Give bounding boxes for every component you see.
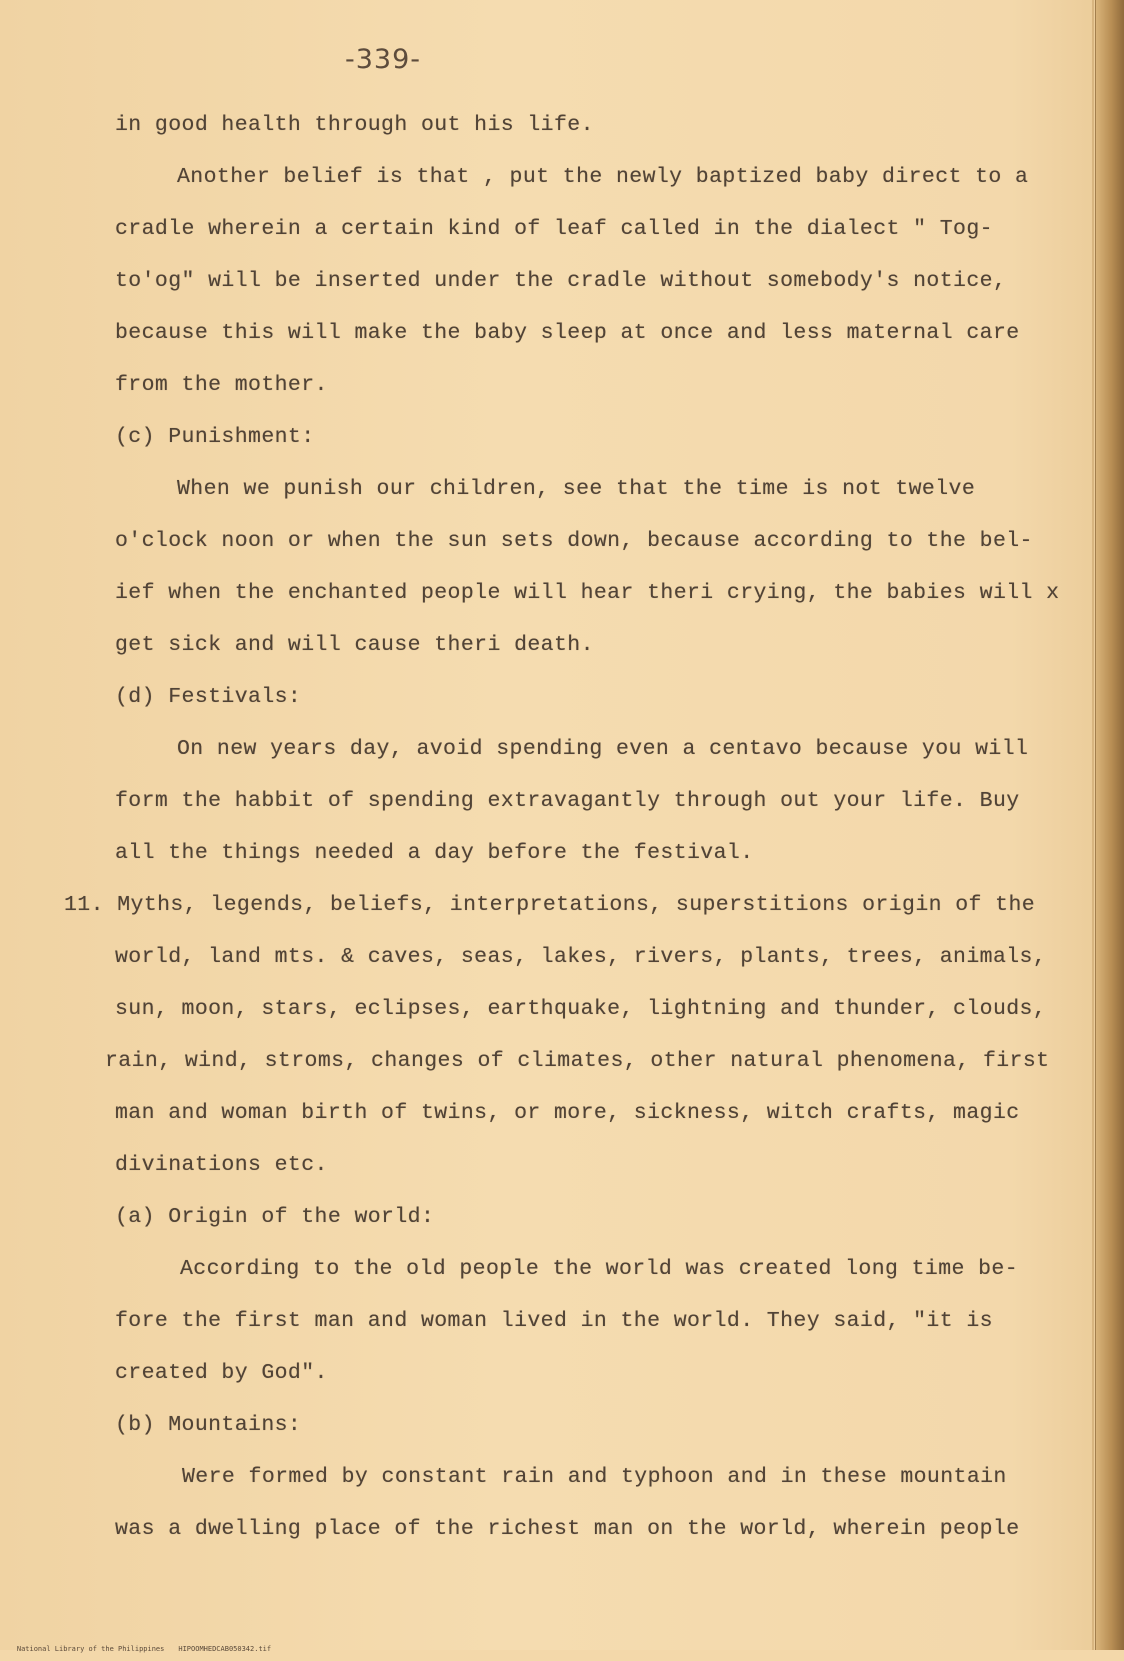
text-line: fore the first man and woman lived in the world. They said, "it is — [115, 1309, 993, 1333]
text-line: from the mother. — [115, 373, 328, 397]
text-line: rain, wind, stroms, changes of climates, other natural phenomena, first — [105, 1049, 1050, 1073]
text-line: When we punish our children, see that the time is not twelve — [177, 477, 976, 501]
text-line: According to the old people the world was created long time be- — [180, 1257, 1019, 1281]
text-line: man and woman birth of twins, or more, sickness, witch crafts, magic — [115, 1101, 1020, 1125]
numbered-item: 11. Myths, legends, beliefs, interpretations, superstitions origin of the — [64, 893, 1036, 917]
section-heading: (b) Mountains: — [115, 1413, 302, 1437]
text-line: On new years day, avoid spending even a centavo because you will — [177, 737, 1029, 761]
text-line: cradle wherein a certain kind of leaf called in the dialect " Tog- — [115, 217, 993, 241]
text-line: o'clock noon or when the sun sets down, because according to the bel- — [115, 529, 1033, 553]
text-line: Were formed by constant rain and typhoon and in these mountain — [182, 1465, 1007, 1489]
text-line: all the things needed a day before the festival. — [115, 841, 754, 865]
text-line: was a dwelling place of the richest man on the world, wherein people — [115, 1517, 1020, 1541]
text-line: Another belief is that , put the newly baptized baby direct to a — [177, 165, 1029, 189]
text-line: created by God". — [115, 1361, 328, 1385]
page-number: -339- — [345, 44, 422, 75]
text-line: to'og" will be inserted under the cradle without somebody's notice, — [115, 269, 1007, 293]
section-heading: (a) Origin of the world: — [115, 1205, 435, 1229]
text-line: ief when the enchanted people will hear theri crying, the babies will x — [115, 581, 1060, 605]
scan-footer — [0, 1637, 285, 1661]
text-line: form the habbit of spending extravagantly through out your life. Buy — [115, 789, 1020, 813]
text-line: in good health through out his life. — [115, 113, 594, 137]
text-line: because this will make the baby sleep at once and less maternal care — [115, 321, 1020, 345]
section-heading: (d) Festivals: — [115, 685, 302, 709]
binding-edge — [1095, 0, 1124, 1650]
text-line: get sick and will cause theri death. — [115, 633, 594, 657]
text-line: divinations etc. — [115, 1153, 328, 1177]
text-line: world, land mts. & caves, seas, lakes, rivers, plants, trees, animals, — [115, 945, 1047, 969]
section-heading: (c) Punishment: — [115, 425, 315, 449]
text-line: sun, moon, stars, eclipses, earthquake, lightning and thunder, clouds, — [115, 997, 1047, 1021]
footer-library: National Library of the Philippines — [16, 1645, 165, 1653]
page-edge-line — [1092, 0, 1094, 1650]
footer-filename: HIPOOMHEDCAB050342.tif — [178, 1645, 272, 1653]
